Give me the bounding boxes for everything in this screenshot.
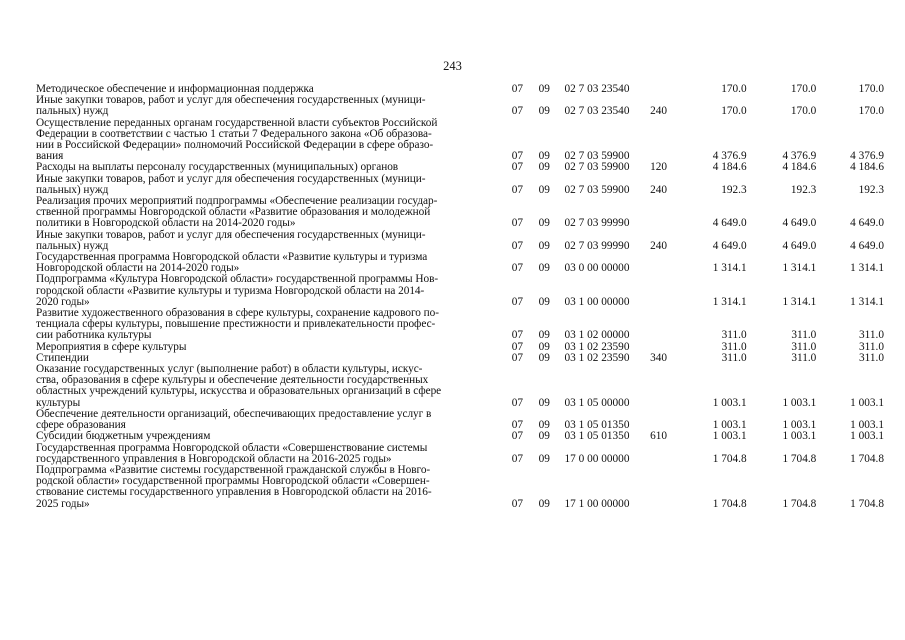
table-row bbox=[36, 443, 884, 465]
amount-year-2: 1 003.1 bbox=[782, 430, 817, 443]
amount-year-3: 1 704.8 bbox=[850, 452, 884, 465]
amount-year-2: 311.0 bbox=[791, 329, 817, 342]
amount-year-1: 1 003.1 bbox=[712, 396, 747, 409]
amount-year-2: 1 003.1 bbox=[782, 419, 817, 432]
section-code: 07 bbox=[511, 295, 524, 308]
table-row bbox=[36, 364, 884, 409]
row-description bbox=[36, 465, 504, 510]
subsection-code: 09 bbox=[538, 396, 550, 409]
table-row bbox=[36, 174, 884, 196]
description-line: Мероприятия в сфере культуры bbox=[36, 340, 187, 353]
description-line: Реализация прочих мероприятий подпрограммы «Обеспечение реализации государ- bbox=[36, 195, 438, 208]
subsection-code: 09 bbox=[538, 430, 550, 443]
amount-year-1: 1 704.8 bbox=[712, 452, 747, 465]
section-code: 07 bbox=[511, 452, 524, 465]
row-description bbox=[36, 364, 504, 409]
description-line: 2025 годы» bbox=[36, 497, 90, 510]
page-number: 243 bbox=[443, 59, 462, 73]
amount-year-1: 311.0 bbox=[721, 329, 747, 342]
amount-year-1: 4 184.6 bbox=[712, 161, 747, 174]
description-line: ственной программы Новгородской области «Развитие образования и молодежной bbox=[36, 206, 431, 219]
description-line: Федерации в соответствии с частью 1 статьи 7 Федерального закона «Об образова- bbox=[36, 127, 432, 140]
row-description bbox=[36, 443, 504, 465]
subsection-code: 09 bbox=[538, 262, 550, 275]
subsection-code: 09 bbox=[538, 83, 550, 95]
row-description bbox=[36, 342, 504, 353]
amount-year-1: 170.0 bbox=[721, 105, 747, 118]
amount-year-3: 311.0 bbox=[859, 329, 884, 342]
table-row bbox=[36, 308, 884, 342]
table-row bbox=[36, 162, 884, 173]
amount-year-1: 1 314.1 bbox=[712, 295, 747, 308]
table-row bbox=[36, 431, 884, 442]
section-code: 07 bbox=[511, 83, 524, 95]
description-line: Государственная программа Новгородской области «Совершенствование системы bbox=[36, 441, 428, 454]
amount-year-1: 4 649.0 bbox=[712, 239, 747, 252]
section-code: 07 bbox=[511, 262, 524, 275]
description-line: пальных) нужд bbox=[36, 239, 109, 252]
description-line: областных учреждений культуры, искусства и образовательных организаций в сфере bbox=[36, 385, 442, 398]
subsection-code: 09 bbox=[538, 150, 550, 163]
target-article-code: 03 1 02 23590 bbox=[564, 351, 630, 364]
subsection-code: 09 bbox=[538, 452, 550, 465]
amount-year-3: 1 704.8 bbox=[850, 497, 884, 510]
amount-year-2: 311.0 bbox=[791, 351, 817, 364]
amount-year-2: 192.3 bbox=[790, 183, 817, 196]
expense-type-code: 240 bbox=[650, 183, 668, 196]
description-line: городской области «Развитие культуры и туризма Новгородской области на 2014- bbox=[36, 284, 425, 297]
section-code: 07 bbox=[511, 239, 524, 252]
target-article-code: 03 1 05 00000 bbox=[564, 396, 630, 409]
section-code: 07 bbox=[511, 497, 524, 510]
description-line: культуры bbox=[36, 396, 81, 409]
table-row bbox=[36, 274, 884, 308]
description-line: Иные закупки товаров, работ и услуг для обеспечения государственных (муници- bbox=[36, 172, 426, 185]
target-article-code: 03 1 02 23590 bbox=[564, 340, 630, 353]
subsection-code: 09 bbox=[538, 340, 550, 353]
subsection-code: 09 bbox=[538, 295, 550, 308]
amount-year-1: 311.0 bbox=[721, 340, 747, 353]
description-line: Субсидии бюджетным учреждениям bbox=[36, 430, 211, 443]
row-description bbox=[36, 230, 504, 252]
description-line: Расходы на выплаты персоналу государственных (муниципальных) органов bbox=[36, 161, 399, 174]
description-line: Осуществление переданных органам государственной власти субъектов Российской bbox=[36, 116, 438, 129]
subsection-code: 09 bbox=[538, 329, 550, 342]
row-description bbox=[36, 308, 504, 342]
amount-year-3: 1 003.1 bbox=[850, 430, 884, 443]
description-line: Подпрограмма «Культура Новгородской области» государственной программы Нов- bbox=[36, 273, 439, 286]
amount-year-3: 1 003.1 bbox=[850, 396, 884, 409]
description-line: Обеспечение деятельности организаций, обеспечивающих предоставление услуг в bbox=[36, 407, 432, 420]
amount-year-1: 170.0 bbox=[721, 83, 747, 95]
expense-type-code: 240 bbox=[650, 239, 668, 252]
description-line: ствование системы государственного управления в Новгородской области на 2016- bbox=[36, 486, 432, 499]
amount-year-3: 4 376.9 bbox=[850, 150, 884, 163]
amount-year-3: 1 314.1 bbox=[850, 295, 884, 308]
subsection-code: 09 bbox=[538, 161, 550, 174]
table-row bbox=[36, 230, 884, 252]
budget-table bbox=[36, 84, 884, 510]
amount-year-2: 4 649.0 bbox=[782, 217, 817, 230]
row-description bbox=[36, 196, 504, 230]
amount-year-3: 1 314.1 bbox=[850, 262, 884, 275]
amount-year-2: 1 704.8 bbox=[782, 452, 817, 465]
row-description bbox=[36, 431, 504, 442]
description-line: пальных) нужд bbox=[36, 105, 109, 118]
amount-year-2: 4 649.0 bbox=[782, 239, 817, 252]
description-line: Развитие художественного образования в сфере культуры, сохранение кадрового по- bbox=[36, 307, 439, 320]
amount-year-3: 192.3 bbox=[858, 183, 884, 196]
section-code: 07 bbox=[511, 351, 524, 364]
amount-year-1: 1 704.8 bbox=[712, 497, 747, 510]
table-row bbox=[36, 342, 884, 353]
row-description bbox=[36, 162, 504, 173]
amount-year-2: 1 314.1 bbox=[782, 262, 817, 275]
amount-year-3: 170.0 bbox=[858, 105, 884, 118]
expense-type-code: 120 bbox=[650, 161, 668, 174]
amount-year-3: 311.0 bbox=[859, 340, 884, 353]
subsection-code: 09 bbox=[538, 351, 550, 364]
amount-year-2: 1 003.1 bbox=[782, 396, 817, 409]
amount-year-1: 1 003.1 bbox=[712, 419, 747, 432]
amount-year-3: 170.0 bbox=[858, 83, 884, 95]
description-line: тенциала сферы культуры, повышение престижности и привлекательности профес- bbox=[36, 318, 436, 331]
target-article-code: 02 7 03 23540 bbox=[564, 105, 630, 118]
amount-year-2: 170.0 bbox=[790, 105, 817, 118]
section-code: 07 bbox=[511, 183, 524, 196]
table-row bbox=[36, 95, 884, 117]
amount-year-1: 4 649.0 bbox=[712, 217, 747, 230]
description-line: Государственная программа Новгородской области «Развитие культуры и туризма bbox=[36, 251, 428, 264]
section-code: 07 bbox=[511, 396, 524, 409]
description-line: нии в Российской Федерации» полномочий Российской Федерации в сфере образо- bbox=[36, 139, 434, 152]
target-article-code: 03 1 05 01350 bbox=[564, 430, 630, 443]
row-description bbox=[36, 252, 504, 274]
row-description bbox=[36, 95, 504, 117]
description-line: Подпрограмма «Развитие системы государственной гражданской службы в Новго- bbox=[36, 463, 431, 476]
description-line: государственного управления в Новгородской области на 2016-2025 годы» bbox=[36, 452, 392, 465]
subsection-code: 09 bbox=[538, 105, 550, 118]
section-code: 07 bbox=[511, 430, 524, 443]
section-code: 07 bbox=[511, 329, 524, 342]
amount-year-3: 4 649.0 bbox=[850, 217, 884, 230]
amount-year-3: 4 649.0 bbox=[850, 239, 884, 252]
section-code: 07 bbox=[511, 419, 524, 432]
section-code: 07 bbox=[511, 340, 524, 353]
expense-type-code: 610 bbox=[650, 430, 668, 443]
expense-type-code: 340 bbox=[650, 351, 668, 364]
target-article-code: 03 1 02 00000 bbox=[564, 329, 630, 342]
description-line: пальных) нужд bbox=[36, 183, 109, 196]
description-line: сфере образования bbox=[36, 419, 126, 432]
description-line: Новгородской области на 2014-2020 годы» bbox=[36, 262, 240, 275]
amount-year-2: 1 314.1 bbox=[782, 295, 817, 308]
amount-year-1: 4 376.9 bbox=[712, 150, 747, 163]
target-article-code: 02 7 03 99990 bbox=[564, 239, 630, 252]
row-description bbox=[36, 174, 504, 196]
row-description bbox=[36, 274, 504, 308]
target-article-code: 02 7 03 59900 bbox=[564, 150, 630, 163]
subsection-code: 09 bbox=[538, 217, 550, 230]
amount-year-2: 1 704.8 bbox=[782, 497, 817, 510]
table-row bbox=[36, 465, 884, 510]
description-line: 2020 годы» bbox=[36, 295, 90, 308]
description-line: Методическое обеспечение и информационная поддержка bbox=[36, 83, 314, 95]
target-article-code: 03 1 05 01350 bbox=[564, 419, 630, 432]
target-article-code: 03 0 00 00000 bbox=[564, 262, 630, 275]
table-row bbox=[36, 252, 884, 274]
description-line: Иные закупки товаров, работ и услуг для обеспечения государственных (муници- bbox=[36, 94, 426, 107]
table-row bbox=[36, 196, 884, 230]
amount-year-2: 311.0 bbox=[791, 340, 817, 353]
description-line: Стипендии bbox=[36, 351, 89, 364]
amount-year-1: 192.3 bbox=[721, 183, 747, 196]
description-line: родской области» государственной программы Новгородской области «Совершен- bbox=[36, 475, 430, 488]
section-code: 07 bbox=[511, 161, 524, 174]
target-article-code: 02 7 03 59900 bbox=[564, 161, 630, 174]
description-line: сии работника культуры bbox=[36, 329, 152, 342]
section-code: 07 bbox=[511, 105, 524, 118]
subsection-code: 09 bbox=[538, 497, 550, 510]
table-row bbox=[36, 409, 884, 431]
section-code: 07 bbox=[511, 150, 524, 163]
amount-year-3: 4 184.6 bbox=[850, 161, 884, 174]
description-line: Иные закупки товаров, работ и услуг для обеспечения государственных (муници- bbox=[36, 228, 426, 241]
amount-year-1: 1 003.1 bbox=[712, 430, 747, 443]
description-line: ства, образования в сфере культуры и обеспечение деятельности государственных bbox=[36, 374, 429, 387]
amount-year-3: 311.0 bbox=[859, 351, 884, 364]
section-code: 07 bbox=[511, 217, 524, 230]
amount-year-1: 1 314.1 bbox=[712, 262, 747, 275]
amount-year-2: 170.0 bbox=[790, 83, 817, 95]
subsection-code: 09 bbox=[538, 183, 550, 196]
row-description bbox=[36, 118, 504, 163]
amount-year-2: 4 184.6 bbox=[782, 161, 817, 174]
description-line: вания bbox=[36, 150, 64, 163]
target-article-code: 17 0 00 00000 bbox=[564, 452, 630, 465]
amount-year-2: 4 376.9 bbox=[782, 150, 817, 163]
row-description bbox=[36, 409, 504, 431]
expense-type-code: 240 bbox=[650, 105, 668, 118]
description-line: политики в Новгородской области на 2014-2020 годы» bbox=[36, 217, 296, 230]
table-row bbox=[36, 118, 884, 163]
target-article-code: 03 1 00 00000 bbox=[564, 295, 630, 308]
amount-year-1: 311.0 bbox=[721, 351, 747, 364]
target-article-code: 02 7 03 99990 bbox=[564, 217, 630, 230]
target-article-code: 02 7 03 23540 bbox=[564, 83, 630, 95]
subsection-code: 09 bbox=[538, 239, 550, 252]
target-article-code: 02 7 03 59900 bbox=[564, 183, 630, 196]
subsection-code: 09 bbox=[538, 419, 550, 432]
amount-year-3: 1 003.1 bbox=[850, 419, 884, 432]
description-line: Оказание государственных услуг (выполнение работ) в области культуры, искус- bbox=[36, 363, 423, 376]
target-article-code: 17 1 00 00000 bbox=[564, 497, 630, 510]
